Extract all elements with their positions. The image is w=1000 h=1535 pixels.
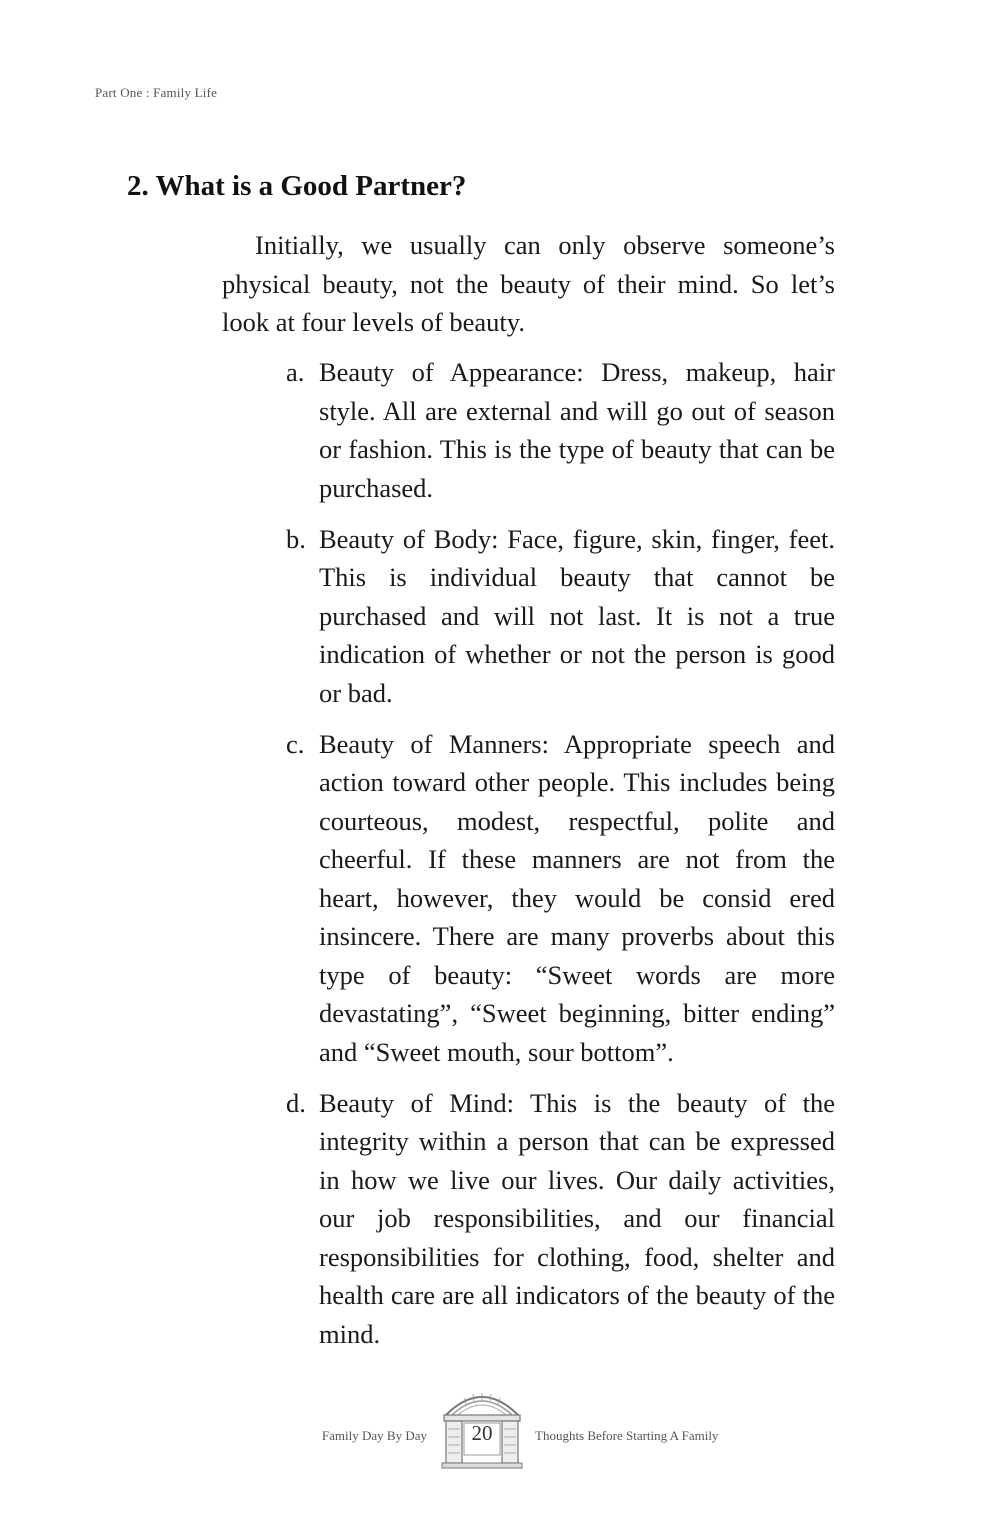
running-header: Part One : Family Life <box>95 85 218 100</box>
footer-book-title: Family Day By Day <box>321 1428 427 1443</box>
list-marker: d. <box>286 1087 306 1118</box>
list-item-appearance <box>222 353 835 507</box>
page-number: 20 <box>471 1421 493 1445</box>
footer-chapter-title: Thoughts Before Starting A Family <box>535 1428 719 1443</box>
beauty-levels-list <box>222 353 835 1366</box>
list-item-body <box>222 520 835 713</box>
list-marker: b. <box>286 523 306 554</box>
section-title: 2. What is a Good Partner? <box>127 170 467 202</box>
intro-paragraph: Initially, we usually can only observe someone’s physical beauty, not the beauty of their mind. So let’s look at four levels of beauty. <box>222 230 835 337</box>
list-item-mind <box>222 1084 835 1354</box>
list-marker: c. <box>286 728 305 759</box>
list-marker: a. <box>286 357 305 387</box>
list-item-text: Beauty of Manners: Appropriate speech and action toward other people. This includes being courteous, modest, respectful, polite and cheerful. If these manners are not from the heart, however, they would be consid ered insincere. There are many proverbs about this type of beauty: “Sweet words are more devastating”, “Sweet beginning, bitter ending” and “Sweet mouth, sour bottom”. <box>319 728 835 1067</box>
page-footer <box>0 1385 1000 1470</box>
list-item-text: Beauty of Mind: This is the beauty of the integrity within a person that can be expressed in how we live our lives. Our daily activities, our job responsibilities, and our financial responsibilities for clothing, food, shelter and health care are all indicators of the beauty of the mind. <box>319 1087 835 1349</box>
list-item-manners <box>222 725 835 1072</box>
list-item-text: Beauty of Body: Face, figure, skin, finger, feet. This is individual beauty that cannot be purchased and will not last. It is not a true indication of whether or not the person is good or bad. <box>319 523 835 708</box>
list-item-text: Beauty of Appearance: Dress, makeup, hair style. All are external and will go out of season or fashion. This is the type of beauty that can be purchased. <box>319 357 835 503</box>
